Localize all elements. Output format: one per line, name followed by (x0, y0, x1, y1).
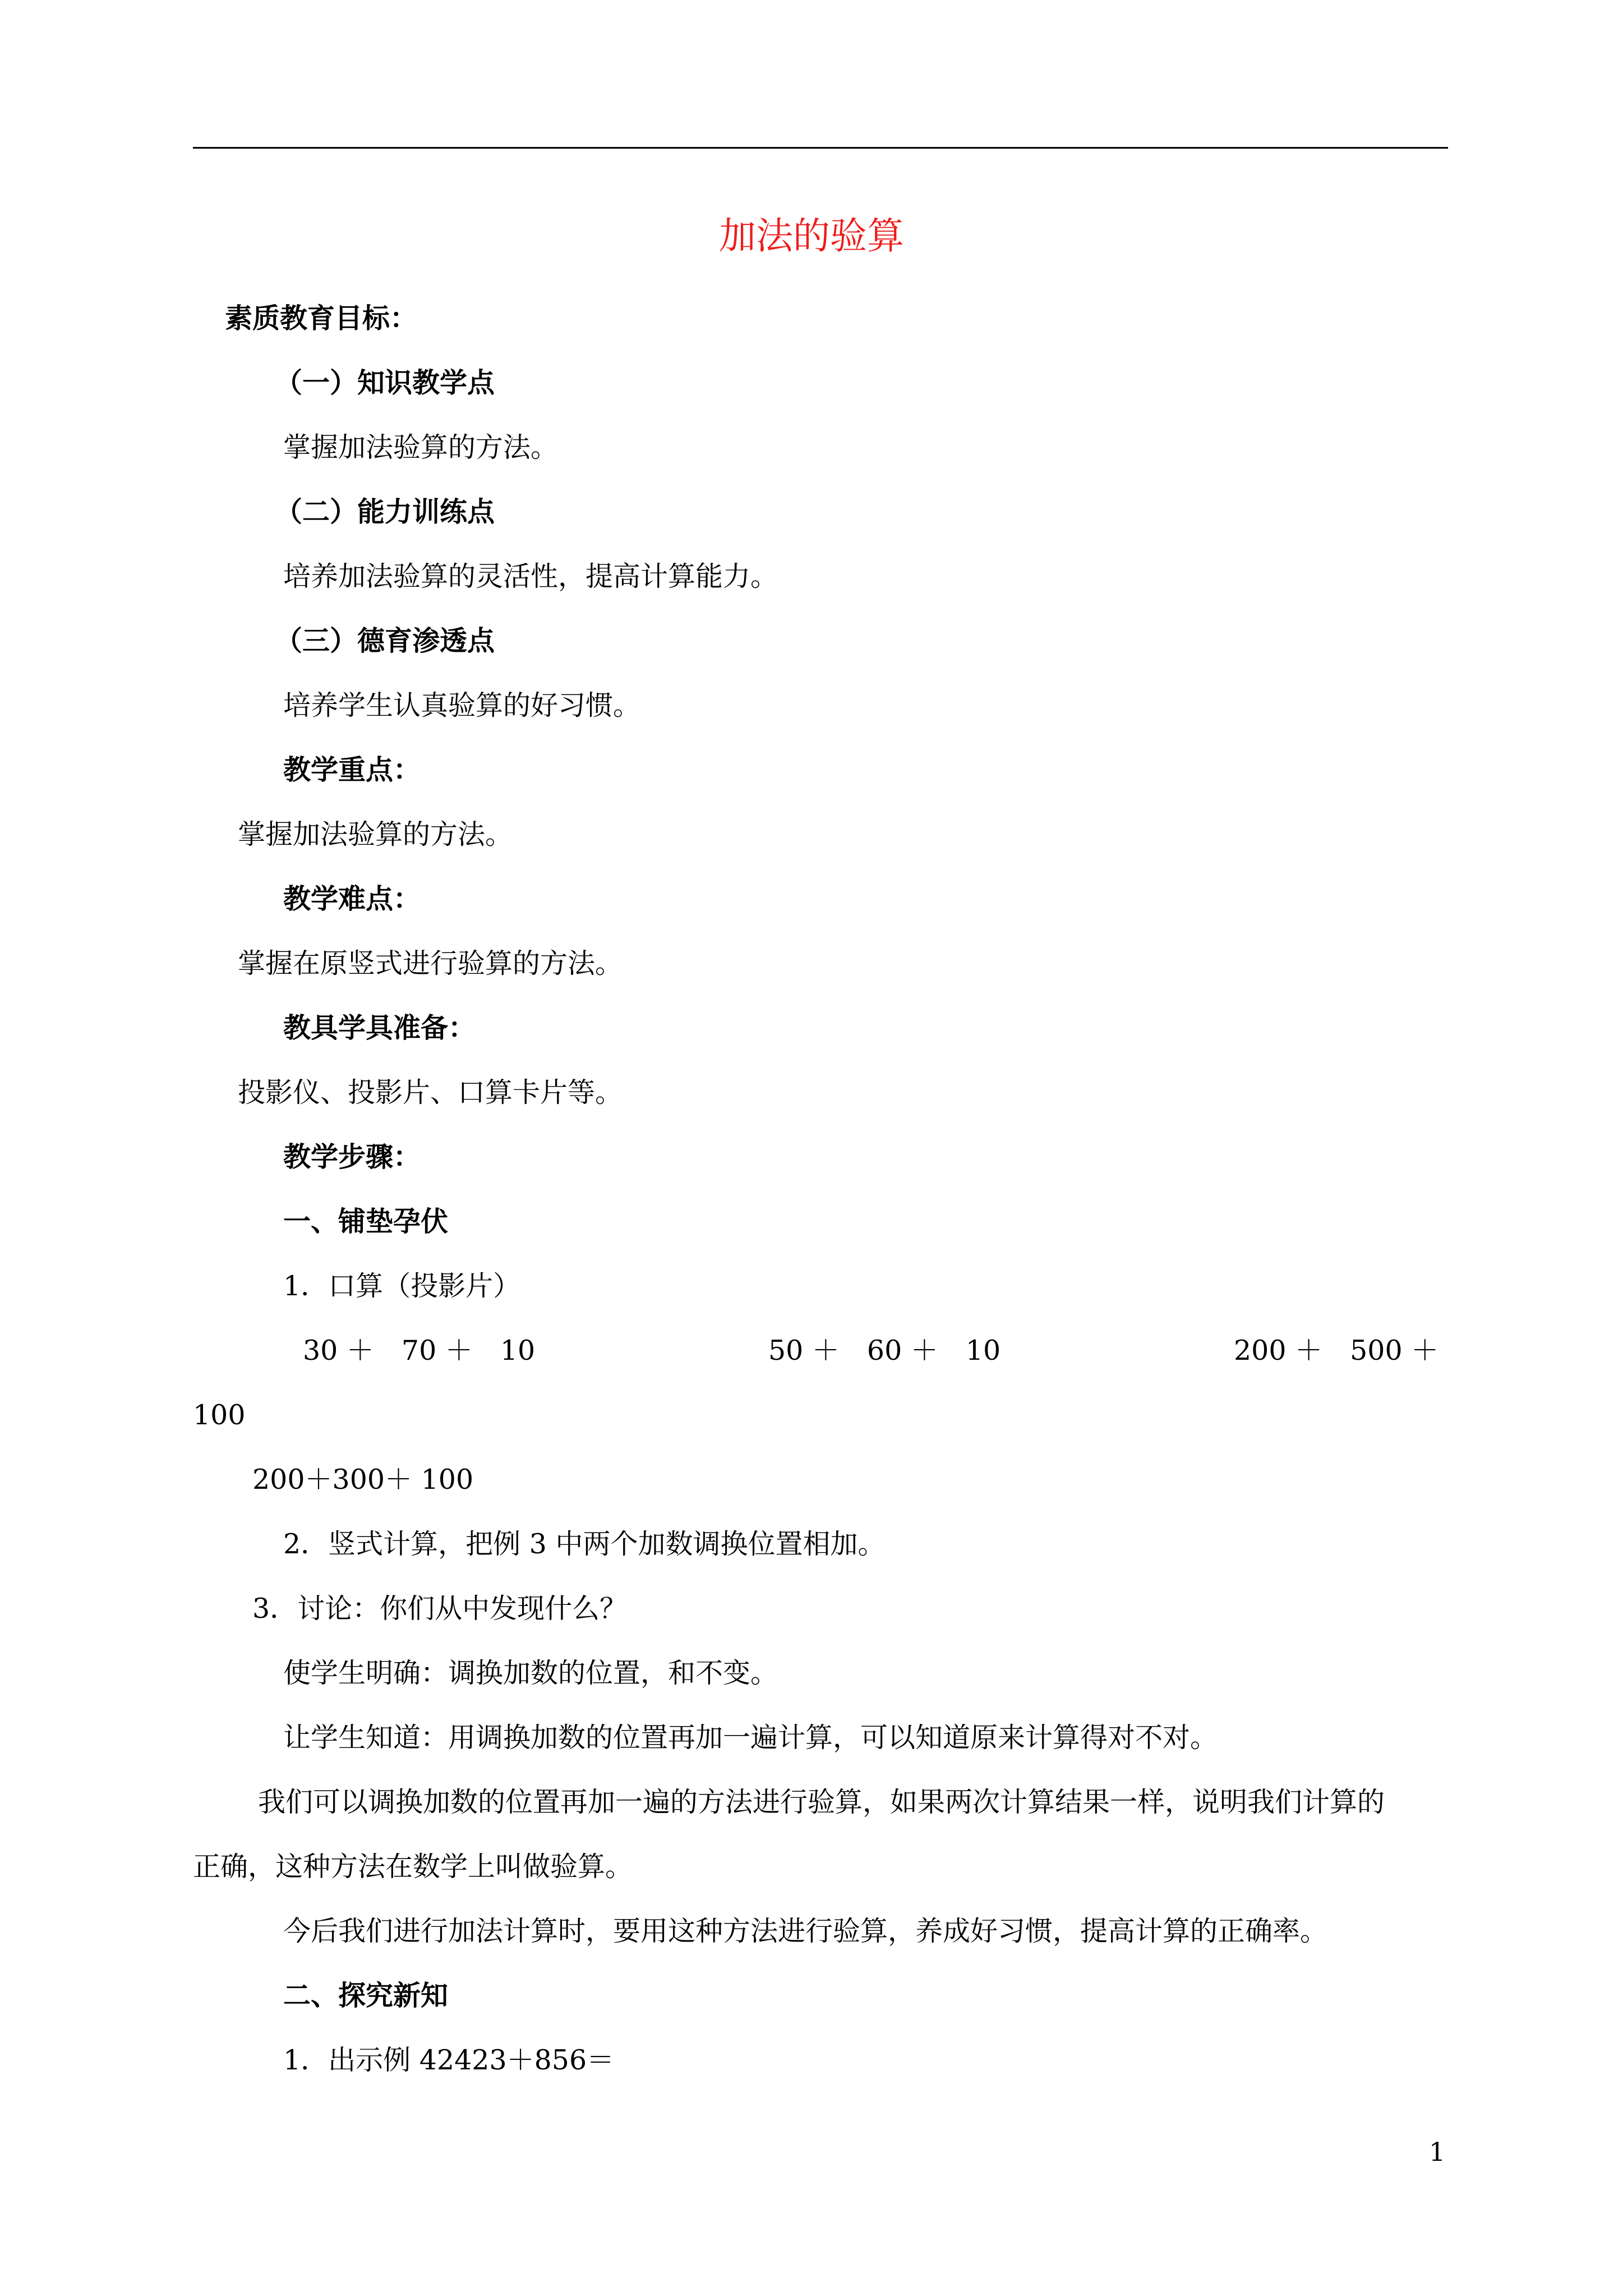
moral-heading: （三）德育渗透点 (275, 625, 495, 657)
knowledge-text: 掌握加法验算的方法。 (283, 431, 559, 463)
item2-text: 2．竖式计算，把例 3 中两个加数调换位置相加。 (283, 1528, 886, 1560)
calc-group-b: 50 ＋ 60 ＋ 10 (768, 1335, 1001, 1366)
clarify-text: 使学生明确：调换加数的位置，和不变。 (283, 1657, 778, 1689)
paragraph2: 今后我们进行加法计算时，要用这种方法进行验算，养成好习惯，提高计算的正确率。 (283, 1915, 1328, 1947)
section-goals-heading: 素质教育目标： (225, 302, 418, 334)
key-point-heading: 教学重点： (283, 754, 421, 786)
part1-heading: 一、铺垫孕伏 (283, 1205, 449, 1237)
difficulty-heading: 教学难点： (283, 883, 421, 915)
paragraph1-line2: 正确，这种方法在数学上叫做验算。 (193, 1851, 633, 1883)
item3-text: 3．讨论：你们从中发现什么？ (252, 1593, 628, 1625)
item1-text: 1．口算（投影片） (283, 1270, 521, 1302)
difficulty-text: 掌握在原竖式进行验算的方法。 (238, 947, 623, 979)
ability-text: 培养加法验算的灵活性，提高计算能力。 (283, 560, 778, 592)
calc-group-a: 30 ＋ 70 ＋ 10 (303, 1335, 536, 1366)
page-number: 1 (1429, 2137, 1446, 2167)
calc-group-d: 200＋300＋ 100 (252, 1464, 474, 1496)
header-rule (193, 147, 1448, 149)
page-title: 加法的验算 (719, 214, 904, 257)
key-point-text: 掌握加法验算的方法。 (238, 818, 513, 850)
tools-heading: 教具学具准备： (283, 1012, 476, 1044)
calc-group-c-wrap: 100 (193, 1399, 246, 1431)
example-text: 1．出示例 42423＋856＝ (283, 2044, 615, 2076)
ability-heading: （二）能力训练点 (275, 496, 495, 528)
calc-group-c: 200 ＋ 500 ＋ (1234, 1335, 1439, 1366)
part2-heading: 二、探究新知 (283, 1980, 449, 2012)
paragraph1-line1: 我们可以调换加数的位置再加一遍的方法进行验算，如果两次计算结果一样，说明我们计算的 (258, 1786, 1385, 1818)
steps-heading: 教学步骤： (283, 1141, 421, 1173)
tools-text: 投影仪、投影片、口算卡片等。 (238, 1076, 623, 1108)
knowledge-heading: （一）知识教学点 (275, 367, 495, 399)
moral-text: 培养学生认真验算的好习惯。 (283, 689, 641, 721)
know-text: 让学生知道：用调换加数的位置再加一遍计算，可以知道原来计算得对不对。 (283, 1722, 1218, 1754)
